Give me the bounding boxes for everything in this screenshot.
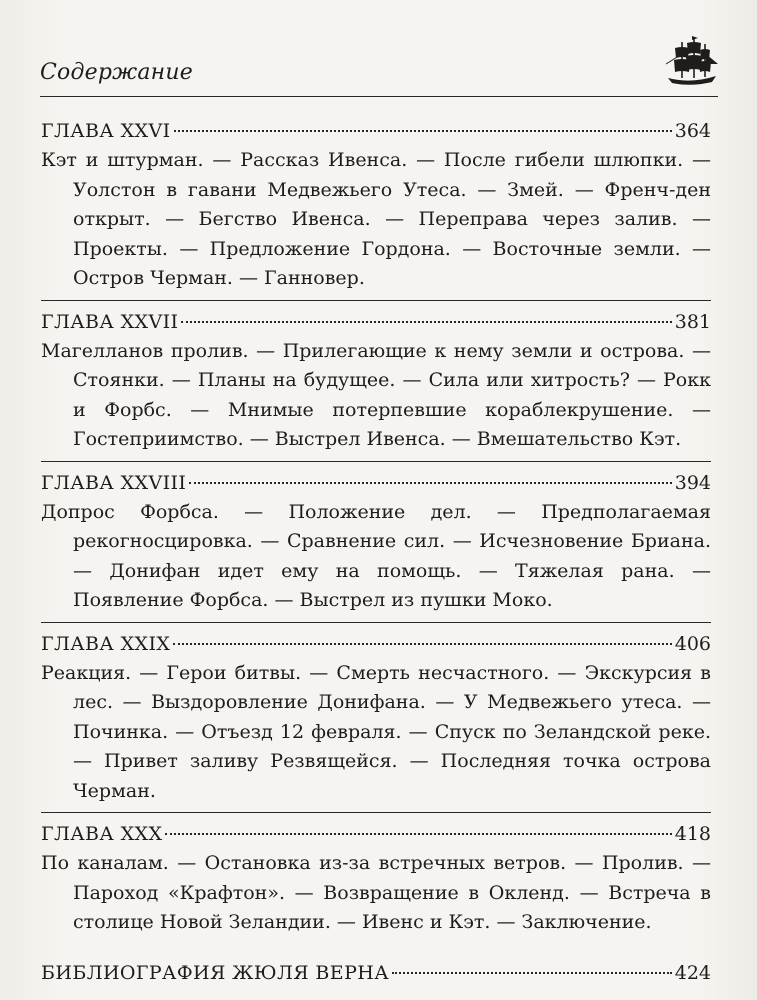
page-number: 418 xyxy=(674,823,711,845)
chapter-summary: Допрос Форбса. — Положение дел. — Предполагаемая рекогносцировка. — Сравнение сил. — Исчезновение Бриана. — Донифан идет ему на помощь. — Тяжелая рана. — Появление Форбса. — Выстрел из пушки Моко. xyxy=(41,500,711,611)
chapter-line xyxy=(41,116,711,146)
toc-entry xyxy=(41,629,711,814)
header-rule xyxy=(40,96,718,97)
entry-divider xyxy=(41,812,711,813)
page-number: 381 xyxy=(674,310,711,333)
dot-leader xyxy=(189,482,671,484)
page-number: 424 xyxy=(674,961,711,984)
dot-leader xyxy=(181,321,671,323)
chapter-summary: По каналам. — Остановка из-за встречных ветров. — Пролив. — Пароход «Крафтон». — Возвращение в Окленд. — Встреча в столице Новой Зеландии. — Ивенс и Кэт. — Заключение. xyxy=(41,852,711,933)
chapter-line xyxy=(41,468,711,498)
chapter-line xyxy=(41,629,711,659)
chapter-title: ГЛАВА XXX xyxy=(41,823,163,845)
entry-divider xyxy=(41,300,711,301)
chapter-title: ГЛАВА XXVIII xyxy=(41,471,187,494)
table-of-contents xyxy=(41,110,711,988)
sailing-ship-icon xyxy=(662,34,720,92)
dot-leader xyxy=(174,130,672,132)
header-title: Содержание xyxy=(40,60,193,85)
toc-entry xyxy=(41,307,711,462)
entry-divider xyxy=(41,622,711,623)
chapter-summary: Реакция. — Герои битвы. — Смерть несчастного. — Экскурсия в лес. — Выздоровление Донифана. — У Медвежьего утеса. — Починка. — Отъезд 12 февраля. — Спуск по Зеландской реке. — Привет заливу Резвящейся. — Последняя точка острова Черман. xyxy=(41,661,711,802)
toc-entry xyxy=(41,116,711,301)
toc-entry xyxy=(41,819,711,938)
chapter-summary: Кэт и штурман. — Рассказ Ивенса. — После гибели шлюпки. — Уолстон в гавани Медвежьего Утеса. — Змей. — Френч-ден открыт. — Бегство Ивенса. — Переправа через залив. — Проекты. — Предложение Гордона. — Восточные земли. — Остров Черман. — Ганновер. xyxy=(41,149,711,289)
chapter-summary: Магелланов пролив. — Прилегающие к нему земли и острова. — Стоянки. — Планы на будущее. — Сила или хитрость? — Рокк и Форбс. — Мнимые потерпевшие кораблекрушение. — Гостеприимство. — Выстрел Ивенса. — Вмешательство Кэт. xyxy=(41,339,711,450)
chapter-line xyxy=(41,958,711,988)
chapter-title: БИБЛИОГРАФИЯ ЖЮЛЯ ВЕРНА xyxy=(41,961,390,984)
chapter-title: ГЛАВА XXVI xyxy=(41,120,171,142)
toc-entry xyxy=(41,468,711,623)
chapter-line xyxy=(41,307,711,337)
chapter-title: ГЛАВА XXVII xyxy=(41,310,179,333)
page-number: 406 xyxy=(674,632,711,655)
entry-divider xyxy=(41,461,711,462)
running-header xyxy=(40,58,720,98)
chapter-line xyxy=(41,819,711,849)
dot-leader xyxy=(165,833,671,835)
page-number: 364 xyxy=(674,120,711,142)
chapter-title: ГЛАВА XXIX xyxy=(41,632,171,655)
page-number: 394 xyxy=(674,471,711,494)
dot-leader xyxy=(173,643,671,645)
dot-leader xyxy=(392,972,672,974)
toc-entry-bibliography xyxy=(41,958,711,988)
